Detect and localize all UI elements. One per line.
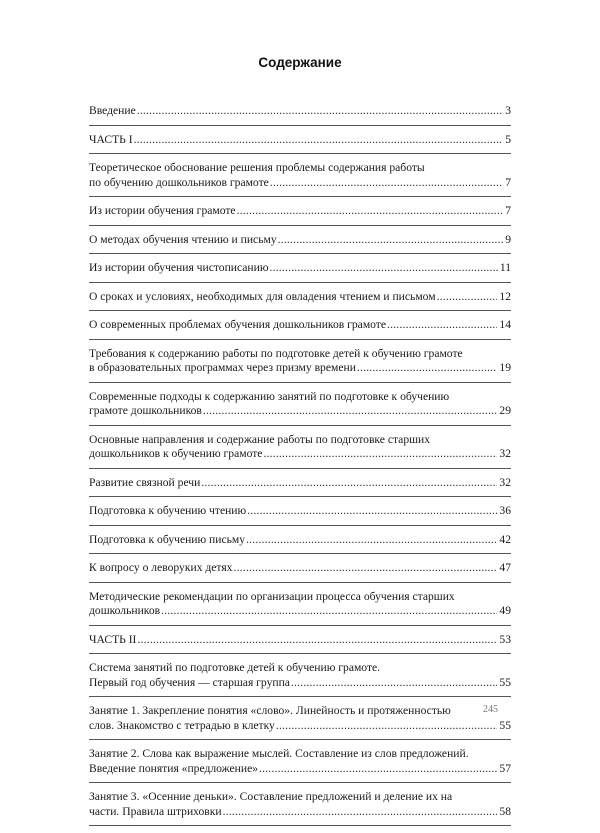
dot-leader (276, 719, 498, 734)
dot-leader (278, 233, 504, 248)
toc-entry-page: 53 (499, 632, 511, 646)
toc-divider (89, 225, 511, 226)
toc-entry-title-line: Занятие 2. Слова как выражение мыслей. Составление из слов предложений. (89, 747, 469, 760)
toc-entry-page: 12 (499, 289, 511, 303)
toc-divider (89, 782, 511, 783)
toc-divider (89, 339, 511, 340)
toc-entry-page: 32 (499, 447, 511, 460)
toc-entry-page: 47 (499, 561, 511, 574)
toc-entry (89, 790, 511, 819)
toc-entry-title-line: Система занятий по подготовке детей к обучению грамоте. (89, 661, 381, 674)
toc-entry (89, 233, 511, 248)
dot-leader (233, 561, 497, 576)
table-of-contents (89, 104, 511, 833)
toc-entry (89, 433, 511, 462)
toc-entry-page: 58 (499, 804, 511, 818)
toc-entry-leader-line (89, 133, 511, 148)
toc-entry-leader-line (89, 318, 511, 333)
toc-entry-title-line: Занятие 3. «Осенние деньки». Составление предложений и деление их на (89, 790, 453, 803)
dot-leader (161, 604, 497, 619)
toc-entry-title: части. Правила штриховки (89, 804, 222, 818)
toc-entry-title-line: Занятие 1. Закрепление понятия «слово». Линейность и протяженностью (89, 704, 451, 717)
toc-divider (89, 525, 511, 526)
toc-entry-leader-line (89, 361, 511, 376)
toc-divider (89, 310, 511, 311)
toc-entry (89, 318, 511, 333)
toc-entry-title-line: Основные направления и содержание работы по подготовке старших (89, 432, 431, 446)
toc-entry (89, 561, 511, 576)
toc-divider (89, 382, 511, 383)
toc-entry (89, 661, 511, 690)
toc-entry-page: 5 (505, 132, 511, 146)
toc-entry-page: 32 (499, 475, 511, 489)
toc-entry-title: К вопросу о леворуких детях (89, 561, 233, 574)
toc-entry-title: Введение (89, 104, 136, 117)
toc-entry-leader-line (89, 633, 511, 648)
toc-entry (89, 204, 511, 219)
toc-entry-leader-line (89, 233, 511, 248)
dot-leader (437, 290, 498, 305)
toc-entry-leader-line (89, 176, 511, 191)
page-title: Содержание (258, 55, 342, 70)
toc-entry (89, 476, 511, 491)
toc-entry-title-line: Теоретическое обоснование решения проблемы содержания работы (89, 161, 425, 174)
toc-divider (89, 153, 511, 154)
dot-leader (247, 504, 497, 519)
toc-entry-title: Подготовка к обучению письму (89, 532, 246, 546)
toc-entry-title-line: Требования к содержанию работы по подготовке детей к обучению грамоте (89, 346, 463, 360)
toc-entry-title: ЧАСТЬ I (89, 132, 133, 146)
toc-entry-title-line: Методические рекомендации по организации процесса обучения старших (89, 589, 455, 603)
toc-divider (89, 496, 511, 497)
dot-leader (270, 176, 503, 191)
toc-entry-leader-line (89, 762, 511, 777)
toc-entry-page: 29 (499, 404, 511, 417)
toc-entry-leader-line (89, 561, 511, 576)
toc-entry-leader-line (89, 261, 511, 276)
toc-entry-page: 19 (499, 361, 511, 374)
toc-entry-page: 36 (499, 504, 511, 517)
toc-divider (89, 696, 511, 697)
toc-entry (89, 704, 511, 733)
toc-entry-title: Подготовка к обучению чтению (89, 504, 247, 517)
dot-leader (291, 676, 497, 691)
toc-entry (89, 590, 511, 619)
toc-entry-title: О современных проблемах обучения дошкольников грамоте (89, 318, 387, 331)
toc-entry-page: 55 (499, 675, 511, 689)
toc-entry-title: слов. Знакомство с тетрадью в клетку (89, 718, 275, 732)
toc-entry-leader-line (89, 476, 511, 491)
toc-divider (89, 582, 511, 583)
toc-entry (89, 261, 511, 276)
toc-divider (89, 553, 511, 554)
toc-entry-leader-line (89, 290, 511, 305)
toc-entry-page: 7 (505, 204, 511, 217)
toc-entry-title: ЧАСТЬ II (89, 632, 137, 646)
toc-entry-page: 55 (499, 718, 511, 732)
toc-entry-leader-line (89, 447, 511, 462)
toc-entry-page: 11 (499, 261, 511, 274)
toc-entry-title-line: Современные подходы к содержанию занятий по подготовке к обучению (89, 389, 450, 403)
toc-entry (89, 104, 511, 119)
dot-leader (137, 104, 503, 119)
dot-leader (134, 133, 504, 148)
toc-entry-page: 9 (505, 232, 511, 246)
dot-leader (387, 318, 497, 333)
dot-leader (201, 476, 497, 491)
toc-divider (89, 125, 511, 126)
toc-entry-title: по обучению дошкольников грамоте (89, 175, 269, 189)
toc-entry-leader-line (89, 404, 511, 419)
toc-entry (89, 533, 511, 548)
toc-divider (89, 625, 511, 626)
toc-entry-title: Первый год обучения — старшая группа (89, 675, 290, 689)
dot-leader (263, 447, 497, 462)
toc-divider (89, 425, 511, 426)
toc-entry-leader-line (89, 676, 511, 691)
toc-entry-title: Развитие связной речи (89, 475, 201, 489)
toc-entry-page: 7 (505, 175, 511, 189)
dot-leader (270, 261, 498, 276)
toc-entry (89, 747, 511, 776)
toc-divider (89, 196, 511, 197)
toc-entry (89, 161, 511, 190)
toc-divider (89, 739, 511, 740)
toc-entry-title: Из истории обучения чистописанию (89, 261, 269, 274)
toc-entry-leader-line (89, 104, 511, 119)
dot-leader (357, 361, 498, 376)
toc-entry-leader-line (89, 504, 511, 519)
page-number: 245 (483, 704, 498, 715)
dot-leader (223, 805, 498, 820)
toc-divider (89, 468, 511, 469)
toc-divider (89, 253, 511, 254)
toc-entry-leader-line (89, 533, 511, 548)
toc-entry (89, 290, 511, 305)
toc-entry (89, 504, 511, 519)
toc-entry-page: 3 (505, 104, 511, 117)
toc-entry-title: Введение понятия «предложение» (89, 761, 259, 775)
toc-divider (89, 653, 511, 654)
toc-entry-title: дошкольников (89, 604, 161, 617)
toc-entry-title: в образовательных программах через призму времени (89, 361, 356, 374)
dot-leader (237, 204, 504, 219)
toc-entry-page: 49 (499, 604, 511, 617)
toc-entry-title: О сроках и условиях, необходимых для овладения чтением и письмом (89, 289, 436, 303)
toc-entry-title: дошкольников к обучению грамоте (89, 447, 263, 460)
toc-entry-title: грамоте дошкольников (89, 404, 202, 417)
toc-entry-leader-line (89, 719, 511, 734)
toc-entry-page: 42 (499, 532, 511, 546)
dot-leader (259, 762, 497, 777)
toc-entry-leader-line (89, 204, 511, 219)
dot-leader (203, 404, 498, 419)
dot-leader (246, 533, 497, 548)
toc-entry-leader-line (89, 805, 511, 820)
toc-entry-title: Из истории обучения грамоте (89, 204, 236, 217)
toc-entry-page: 14 (499, 318, 511, 331)
dot-leader (137, 633, 497, 648)
toc-entry-leader-line (89, 604, 511, 619)
toc-divider (89, 825, 511, 826)
toc-entry-page: 57 (499, 761, 511, 775)
toc-entry (89, 133, 511, 148)
toc-entry (89, 390, 511, 419)
toc-divider (89, 282, 511, 283)
toc-entry (89, 633, 511, 648)
toc-entry-title: О методах обучения чтению и письму (89, 232, 277, 246)
toc-entry (89, 347, 511, 376)
